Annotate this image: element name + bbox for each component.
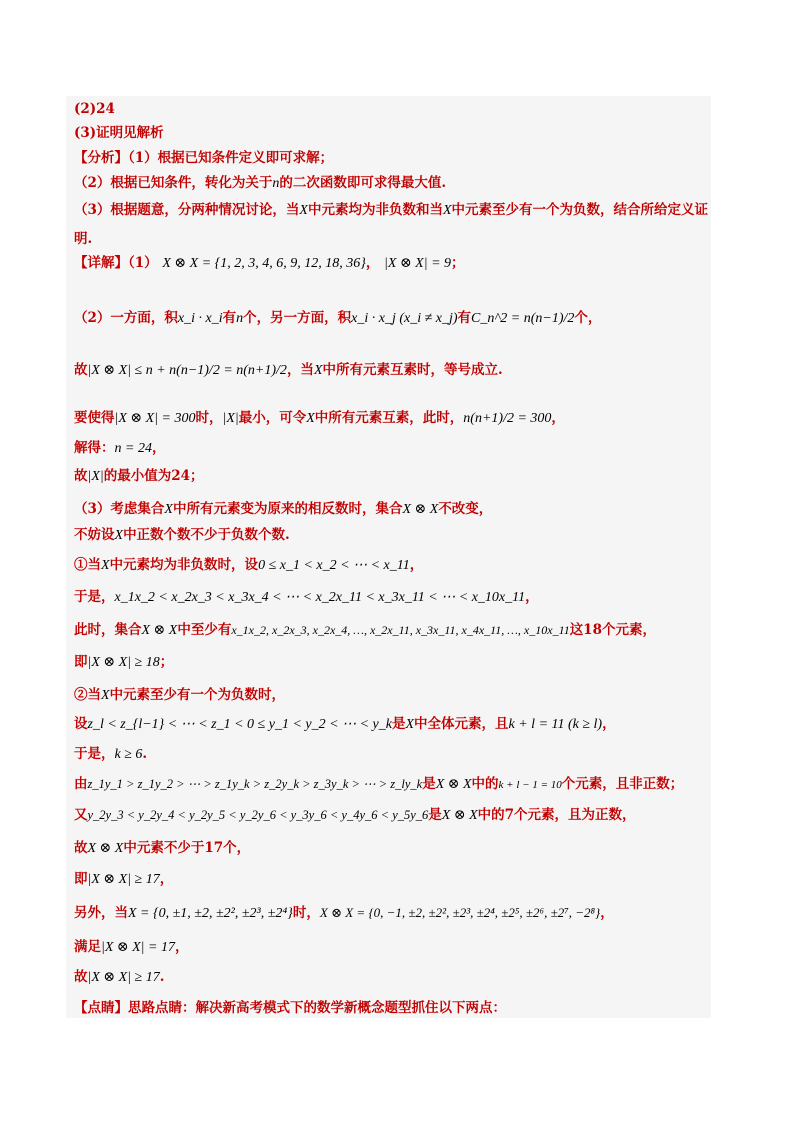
text: 此时，集合 [74,622,142,638]
math-XX: X ⊗ X [87,841,124,856]
comment-1-text: 【点睛】思路点睛：解决新高考模式下的数学新概念题型抓住以下两点： [74,1000,506,1016]
math-kl: k + l = 11 (k ≥ l) [508,717,603,732]
text: 故 [74,362,88,378]
text: （2）根据已知条件，转化为关于 [74,175,273,191]
text: （3）考虑集合 [74,501,165,517]
text: 是 [391,716,406,732]
text: 即 [74,654,88,670]
math-Xex: X = {0, ±1, ±2, ±2², ±2³, ±2⁴} [128,906,293,921]
math-count10: k + l − 1 = 10 [498,779,562,791]
math-prods1: x_1x_2 < x_2x_3 < x_3x_4 < ⋯ < x_2x_11 < x_3x_11 < ⋯ < x_10x_11 [114,590,526,605]
text: ， [525,589,539,605]
math-cardX: |X| [87,469,104,484]
text: 中的7个元素，且为正数， [477,807,636,823]
text: 于是， [74,746,115,762]
text: 中元素至少有一个为负数，结合所给定义证明. [74,202,709,247]
text: （3）根据题意，分两种情况讨论，当 [74,202,300,218]
text: 个， [574,310,602,326]
text: ； [159,654,174,670]
text: 满足 [74,939,101,955]
text: 这18个元素， [569,622,656,638]
math-card9: |X ⊗ X| = 9 [384,256,452,271]
detail-15 [74,744,720,765]
text: 故 [74,840,88,856]
math-xixj: x_i · x_j (x_i ≠ x_j) [351,311,458,326]
math-k6: k ≥ 6 [114,747,143,762]
math-list18: x_1x_2, x_2x_3, x_2x_4, …, x_2x_11, x_3x_11, x_4x_11, …, x_10x_11 [231,623,570,637]
text: . [159,969,165,985]
text: 中至少有 [177,622,232,638]
math-eq300: n(n+1)/2 = 300 [463,411,552,426]
answer-part3 [74,123,720,143]
analysis-1-text: 【分析】（1）根据已知条件定义即可求解； [74,150,334,166]
text: （2）一方面，积 [74,310,178,326]
text: 中元素不少于17个， [123,840,251,856]
text: 中元素均为非负数时，设 [109,557,259,573]
text: 不妨设 [74,527,115,543]
text: ①当 [74,557,101,573]
math-X: X [405,717,415,732]
math-n24: n = 24 [114,441,152,456]
detail-10 [74,587,720,608]
math-set1: X ⊗ X = {1, 2, 3, 4, 6, 9, 12, 18, 36} [162,256,366,271]
text: ， [151,440,166,456]
math-XX: X ⊗ X [435,777,472,792]
math-cn2: C_n^2 = n(n−1)/2 [471,311,575,326]
text: 中正数个数不少于负数个数. [123,527,290,543]
detail-13 [74,685,720,706]
text: 中所有元素变为原来的相反数时，集合 [172,501,403,517]
analysis-1 [74,148,720,168]
math-order2: z_l < z_{l−1} < ⋯ < z_1 < 0 ≤ y_1 < y_2 < ⋯ < y_k [87,717,392,732]
math-X: X [101,558,110,573]
math-ge18: |X ⊗ X| ≥ 18 [87,655,160,670]
text: 又 [74,807,88,823]
math-XX: X ⊗ X [441,808,478,823]
math-X: X [114,528,124,543]
text: 是 [422,776,436,792]
math-X: X [101,688,110,703]
detail-12 [74,652,720,673]
analysis-3 [74,196,720,253]
detail-20 [74,903,720,924]
text: 设 [74,716,88,732]
text: 【详解】（1） [74,255,158,271]
detail-1: 【详解】（1） X ⊗ X = {1, 2, 3, 4, 6, 9, 12, 18, 36}， |X ⊗ X| = 9； [74,255,465,271]
detail-18 [74,838,720,859]
math-card300: |X ⊗ X| = 300 [114,411,196,426]
math-XXex: X ⊗ X = {0, −1, ±2, ±2², ±2³, ±2⁴, ±2⁵, ±2⁶, ±2⁷, −2⁸} [319,905,601,920]
text: ， [551,410,565,426]
math-n: n [272,176,280,191]
answer-part2 [74,99,720,119]
text: 即 [74,871,88,887]
text: 由 [74,776,88,792]
text: ； [451,255,465,271]
text: 故 [74,969,88,985]
text: 时， [292,905,320,921]
math-ineq: |X ⊗ X| ≤ n + n(n−1)/2 = n(n+1)/2 [87,363,287,378]
math-XX: X ⊗ X [141,623,178,638]
text: ，当 [286,362,314,378]
text: ， [600,905,614,921]
text: 解得： [74,440,115,456]
math-X: X [313,363,323,378]
math-chain2: y_2y_3 < y_2y_4 < y_2y_5 < y_2y_6 < y_3y_6 < y_4y_6 < y_5y_6 [87,808,429,822]
comment-1 [74,998,720,1018]
detail-6 [74,466,720,487]
text: 个元素，且非正数； [561,776,684,792]
math-X: X [164,502,173,517]
text: 最小，可令 [238,410,307,426]
detail-22 [74,967,720,988]
text: 的最小值为24； [103,468,204,484]
math-chain1: z_1y_1 > z_1y_2 > ⋯ > z_1y_k > z_2y_k > z_3y_k > ⋯ > z_ly_k [87,777,423,791]
math-n: n [236,311,244,326]
detail-3 [74,352,720,389]
text: 中元素至少有一个为负数时， [109,687,286,703]
analysis-2 [74,173,720,194]
math-XX: X ⊗ X [402,502,439,517]
math-ge17: |X ⊗ X| ≥ 17 [87,970,160,985]
answer-part2-text: (2)24 [74,101,115,117]
text: . [142,746,148,762]
text: 于是， [74,589,115,605]
text: ， [159,871,174,887]
detail-8 [74,525,720,546]
text: 不改变， [438,501,493,517]
detail-4 [74,400,720,437]
math-X: X [306,411,315,426]
detail-16 [74,774,720,795]
text: ， [174,939,189,955]
text: 个，另一方面，积 [243,310,352,326]
detail-2 [74,300,720,337]
math-order1: 0 ≤ x_1 < x_2 < ⋯ < x_11 [258,558,410,573]
detail-21 [74,937,720,958]
text: 有 [222,310,237,326]
text: 时， [195,410,223,426]
text: ， [409,557,424,573]
text: 中全体元素，且 [414,716,509,732]
text: ②当 [74,687,101,703]
detail-9 [74,555,720,576]
text: 另外，当 [74,905,128,921]
text: 中元素均为非负数和当 [307,202,443,218]
text: 的二次函数即可求得最大值. [279,175,447,191]
text: 要使得 [74,410,115,426]
detail-11 [74,620,720,641]
math-cardX: |X| [222,411,239,426]
text: 中所有元素互素，此时， [314,410,464,426]
text: 有 [457,310,472,326]
detail-7 [74,499,720,520]
math-xixi: x_i · x_i [177,311,223,326]
text: 中的 [471,776,499,792]
math-eq17: |X ⊗ X| = 17 [101,940,175,955]
detail-19 [74,869,720,890]
math-X: X [442,203,452,218]
detail-5 [74,438,720,459]
text: 故 [74,468,88,484]
math-X: X [299,203,308,218]
text: 中所有元素互素时，等号成立. [322,362,503,378]
detail-14 [74,714,720,735]
text: ， [602,716,616,732]
math-ge17: |X ⊗ X| ≥ 17 [87,872,160,887]
detail-17 [74,805,720,826]
answer-part3-text: (3)证明见解析 [74,125,164,141]
text: 是 [428,807,442,823]
